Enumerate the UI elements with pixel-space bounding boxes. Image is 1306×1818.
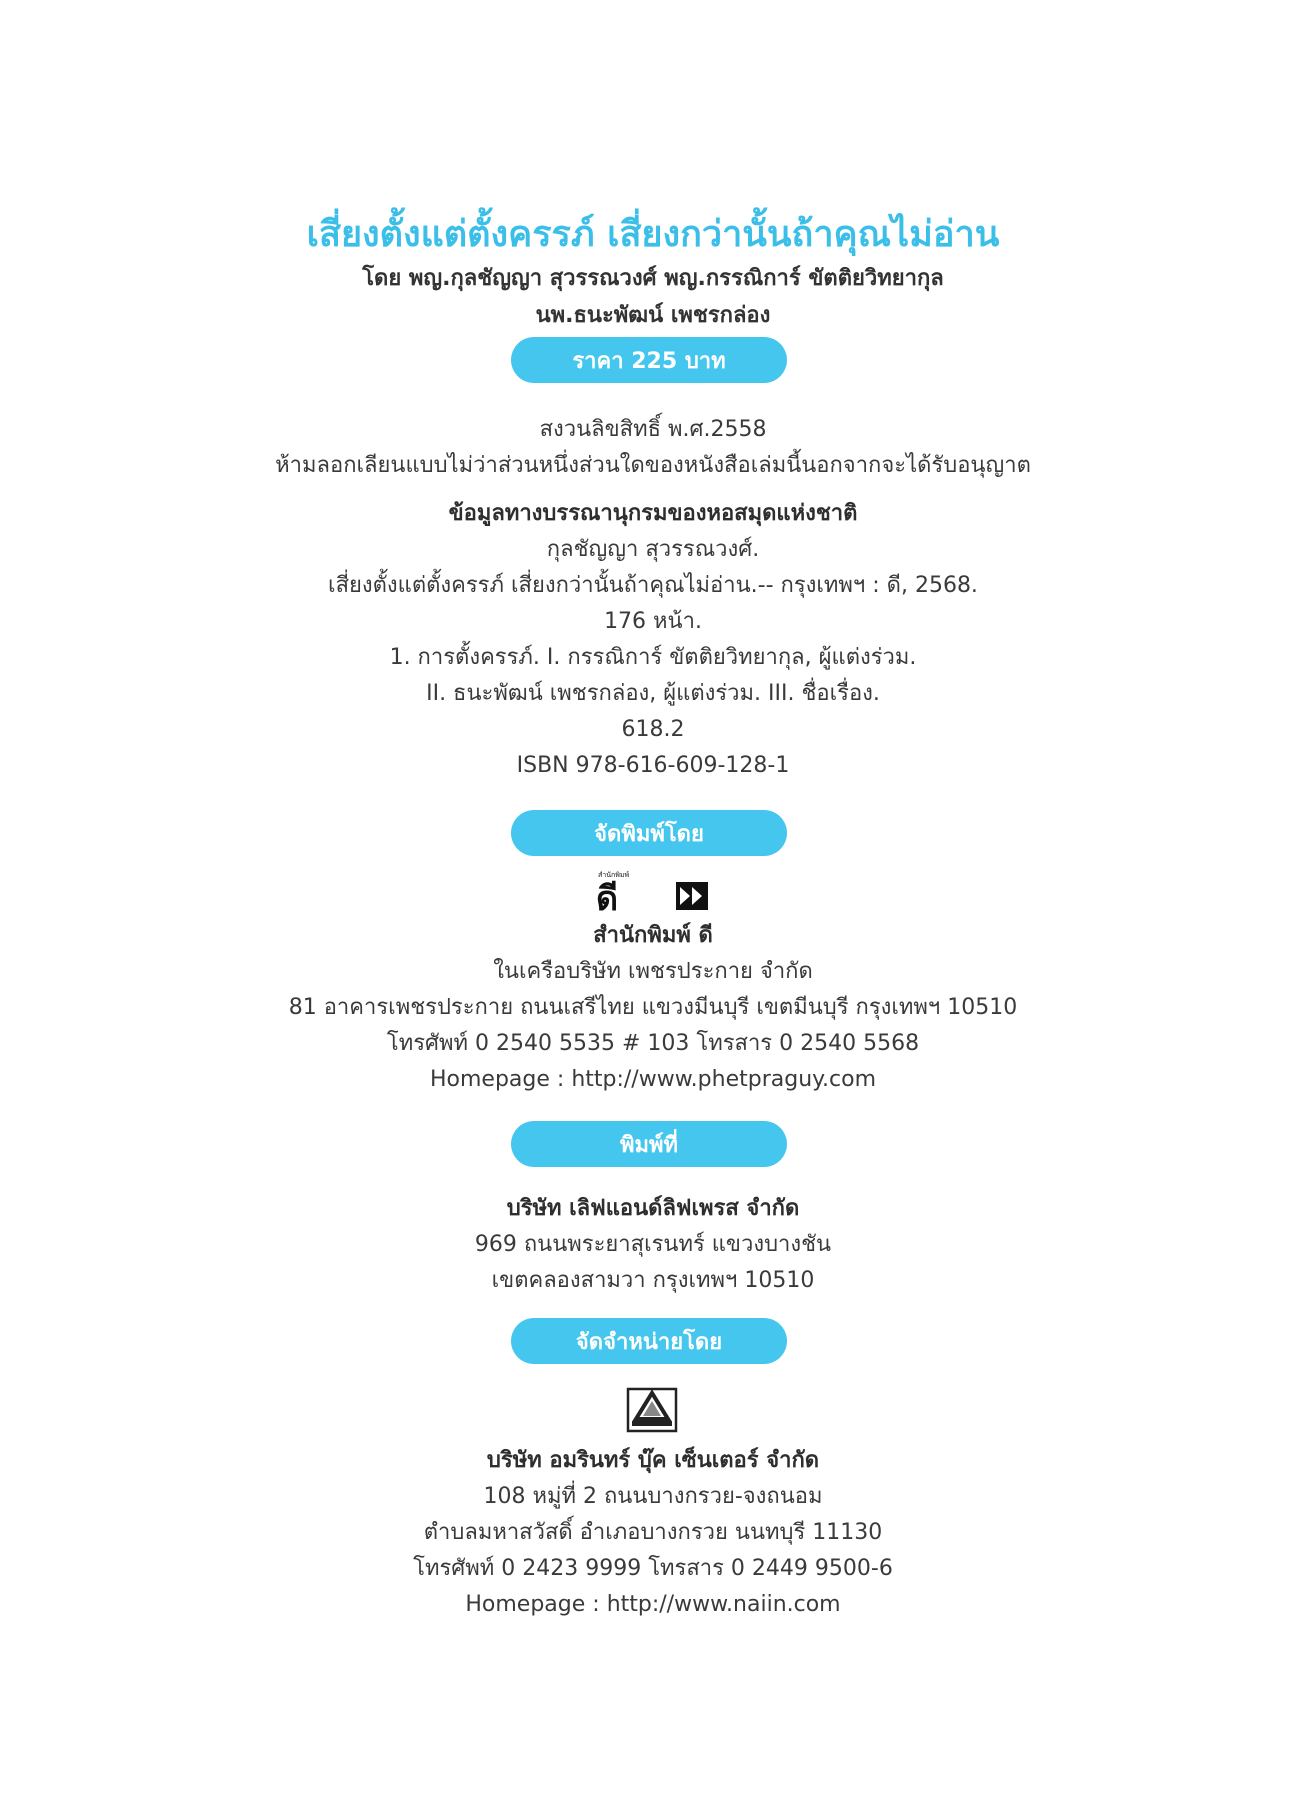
copyright-restriction: ห้ามลอกเลียนแบบไม่ว่าส่วนหนึ่งส่วนใดของหนังสือเล่มนี้นอกจากจะได้รับอนุญาต <box>275 453 1031 478</box>
isbn: ISBN 978-616-609-128-1 <box>516 753 790 778</box>
logo-small-text: สำนักพิมพ์ <box>598 871 630 879</box>
logo-main-text: ดี <box>596 879 619 912</box>
printer-district: เขตคลองสามวา กรุงเทพฯ 10510 <box>491 1268 815 1293</box>
dee-publisher-logo <box>596 868 710 912</box>
cataloging-line: เสี่ยงตั้งแต่ตั้งครรภ์ เสี่ยงกว่านั้นถ้าคุณไม่อ่าน.-- กรุงเทพฯ : ดี, 2568. <box>328 573 978 598</box>
printer-name: บริษัท เลิฟแอนด์ลิฟเพรส จำกัด <box>506 1196 800 1221</box>
printer-address: 969 ถนนพระยาสุเรนทร์ แขวงบางชัน <box>474 1232 832 1257</box>
naiin-logo-icon <box>626 1387 678 1433</box>
publisher-name: สำนักพิมพ์ ดี <box>593 923 713 948</box>
copyright-notice <box>0 412 1306 484</box>
distributor-info <box>0 1443 1306 1623</box>
publisher-line: ในเครือบริษัท เพชรประกาย จำกัด <box>493 959 813 984</box>
cataloging-line: กุลชัญญา สุวรรณวงศ์. <box>546 537 760 562</box>
publisher-info <box>0 918 1306 1098</box>
publisher-phone: โทรศัพท์ 0 2540 5535 # 103 โทรสาร 0 2540 5568 <box>386 1031 920 1056</box>
printer-info <box>0 1191 1306 1299</box>
copyright-line: สงวนลิขสิทธิ์ พ.ศ.2558 <box>539 417 767 442</box>
cataloging-line: 618.2 <box>621 717 685 742</box>
cataloging-line: II. ธนะพัฒน์ เพชรกล่อง, ผู้แต่งร่วม. III. ชื่อเรื่อง. <box>426 681 880 706</box>
publisher-address: 81 อาคารเพชรประกาย ถนนเสรีไทย แขวงมีนบุรี เขตมีนบุรี กรุงเทพฯ 10510 <box>288 995 1018 1020</box>
distributor-homepage: Homepage : http://www.naiin.com <box>465 1592 841 1617</box>
distributor-line: ตำบลมหาสวัสดิ์ อำเภอบางกรวย นนทบุรี 11130 <box>423 1520 883 1545</box>
distributor-pill: จัดจำหน่ายโดย <box>511 1318 787 1364</box>
authors-line-1: โดย พญ.กุลชัญญา สุวรรณวงศ์ พญ.กรรณิการ์ ขัตติยวิทยากุล <box>362 266 944 291</box>
publisher-pill: จัดพิมพ์โดย <box>511 810 787 856</box>
distributor-line: 108 หมู่ที่ 2 ถนนบางกรวย-จงถนอม <box>483 1484 823 1509</box>
book-title: เสี่ยงตั้งแต่ตั้งครรภ์ เสี่ยงกว่านั้นถ้าคุณไม่อ่าน <box>306 214 1000 255</box>
publisher-homepage: Homepage : http://www.phetpraguy.com <box>430 1067 876 1092</box>
cataloging-heading: ข้อมูลทางบรรณานุกรมของหอสมุดแห่งชาติ <box>448 501 858 526</box>
printer-pill: พิมพ์ที่ <box>511 1121 787 1167</box>
distributor-name: บริษัท อมรินทร์ บุ๊ค เซ็นเตอร์ จำกัด <box>486 1448 820 1473</box>
cataloging-line: 176 หน้า. <box>604 609 702 634</box>
authors <box>0 260 1306 334</box>
cataloging-line: 1. การตั้งครรภ์. I. กรรณิการ์ ขัตติยวิทยากุล, ผู้แต่งร่วม. <box>389 645 917 670</box>
price-pill: ราคา 225 บาท <box>511 337 787 383</box>
distributor-phone: โทรศัพท์ 0 2423 9999 โทรสาร 0 2449 9500-6 <box>413 1556 893 1581</box>
authors-line-2: นพ.ธนะพัฒน์ เพชรกล่อง <box>535 303 771 328</box>
cataloging-data <box>0 496 1306 784</box>
